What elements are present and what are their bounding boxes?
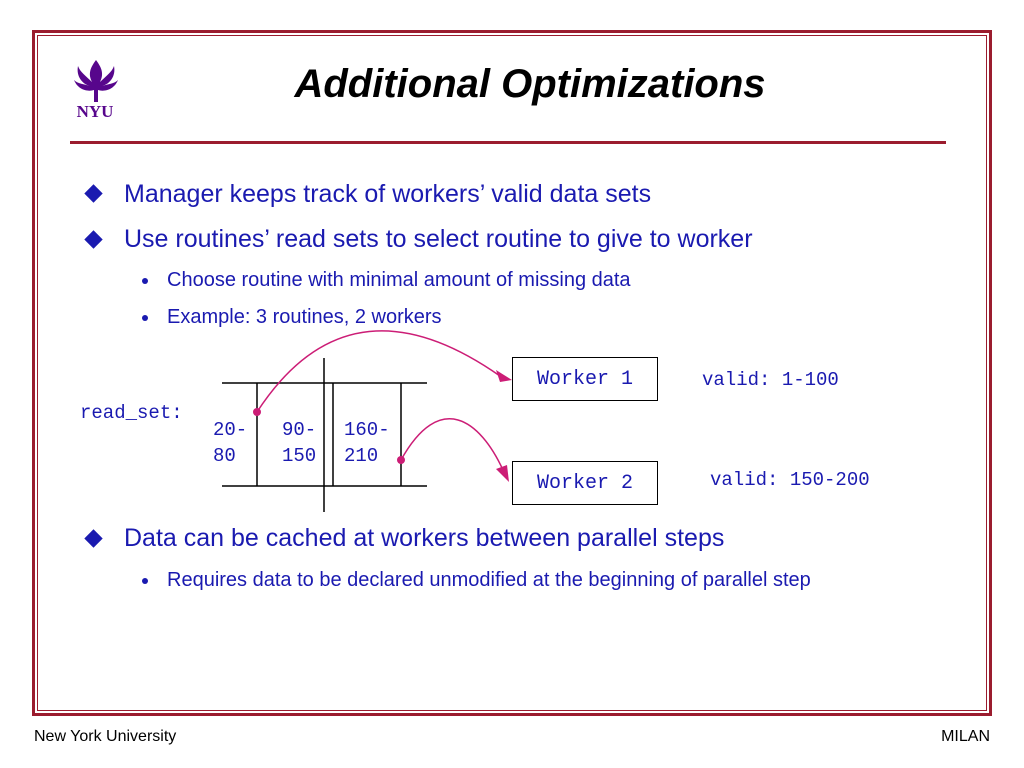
worker-2-box [512, 461, 658, 505]
worker-2-label: Worker 2 [536, 471, 633, 495]
bullet-3: Data can be cached at workers between parallel steps [124, 524, 725, 552]
routine-2-end: 150 [282, 445, 317, 467]
slide-title: Additional Optimizations [294, 62, 766, 106]
routine-3-start: 160- [344, 419, 390, 441]
bullet-2: Use routines’ read sets to select routine to give to worker [124, 225, 753, 253]
sub-bullet-3-1: Requires data to be declared unmodified at the beginning of parallel step [167, 569, 811, 591]
sub-bullet-2-1: Choose routine with minimal amount of missing data [167, 269, 631, 291]
routine-3-end: 210 [344, 445, 379, 467]
worker-1-label: Worker 1 [536, 367, 633, 391]
logo-text: NYU [76, 102, 114, 121]
routine-1-end: 80 [213, 445, 236, 467]
sub-bullet-2-2: Example: 3 routines, 2 workers [167, 306, 442, 328]
worker-1-box [512, 357, 658, 401]
dot-bullet-icon [142, 315, 148, 321]
read-set-label: read_set: [80, 402, 183, 424]
routine-2-start: 90- [282, 419, 317, 441]
dot-bullet-icon [142, 278, 148, 284]
title-divider [70, 141, 946, 144]
routine-1-start: 20- [213, 419, 248, 441]
footer-left: New York University [34, 728, 177, 745]
worker-1-valid: valid: 1-100 [702, 369, 839, 391]
bullet-1: Manager keeps track of workers’ valid data sets [124, 180, 652, 208]
footer-right: MILAN [941, 728, 990, 745]
dot-bullet-icon [142, 578, 148, 584]
worker-2-valid: valid: 150-200 [710, 469, 870, 491]
